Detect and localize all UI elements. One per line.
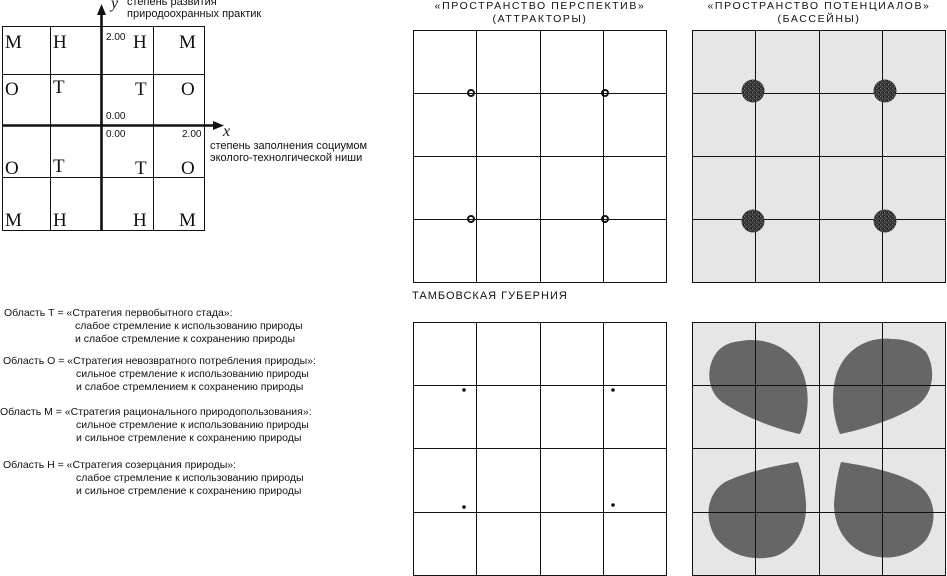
potentials-panel — [692, 30, 946, 283]
basin-blob — [874, 210, 897, 233]
cell-letter: Н — [133, 210, 147, 231]
cell-letter: М — [179, 210, 196, 231]
cell-letter: Т — [53, 156, 65, 177]
legend-entry-heading: Область Т = «Стратегия первобытного стада»: — [4, 307, 233, 319]
legend-entry-line: и слабое стремление к сохранению природы — [75, 333, 296, 345]
tick-x-max: 2.00 — [182, 129, 202, 140]
legend-entry-heading: Область Н = «Стратегия созерцания природы»: — [3, 459, 237, 471]
region-basins-panel — [692, 322, 946, 576]
cell-letter: Н — [53, 210, 67, 231]
cell-letter: О — [181, 158, 195, 179]
y-axis-caption-line: степень развития — [127, 0, 217, 8]
cell-letter: Т — [53, 77, 65, 98]
legend-entry-line: сильное стремление к использованию природы — [76, 419, 309, 431]
cell-letter: М — [179, 32, 196, 53]
cell-letter: О — [181, 79, 195, 100]
cell-letter: Т — [135, 79, 147, 100]
attractor-dot — [611, 388, 615, 392]
legend-entry-heading: Область О = «Стратегия невозвратного потребления природы»: — [3, 355, 316, 367]
tick-origin-lower: 0.00 — [106, 129, 126, 140]
cell-letter: О — [5, 158, 19, 179]
tick-origin-upper: 0.00 — [106, 111, 126, 122]
attractor-dot — [462, 505, 466, 509]
attractor-dot — [462, 388, 466, 392]
cell-letter: Н — [133, 32, 147, 53]
y-axis-symbol: y — [111, 0, 119, 12]
region-attractors-panel — [413, 322, 667, 576]
attractors-panel — [413, 30, 667, 283]
perspectives-title-line: (АТТРАКТОРЫ) — [492, 13, 588, 25]
x-axis-caption-line: степень заполнения социумом — [210, 140, 368, 152]
basin-blob — [742, 80, 765, 103]
basin-blob — [874, 80, 897, 103]
y-axis-caption-line: природоохранных практик — [127, 8, 262, 20]
legend-entry-line: сильное стремление к использованию природы — [76, 368, 309, 380]
tick-y-max: 2.00 — [106, 32, 126, 43]
cell-letter: М — [5, 210, 22, 231]
cell-letter: О — [5, 79, 19, 100]
x-axis-symbol: x — [223, 123, 231, 140]
legend-entry-line: слабое стремление к использованию природы — [75, 320, 303, 332]
x-axis-caption-line: эколого-технолгической ниши — [210, 152, 363, 164]
legend-entry-line: и сильное стремление к сохранению природы — [76, 432, 302, 444]
legend-entry-line: и слабое стремлением к сохранению природы — [76, 381, 304, 393]
potentials-title-line: «ПРОСТРАНСТВО ПОТЕНЦИАЛОВ» — [707, 0, 931, 12]
legend-entry-line: и сильное стремление к сохранению природы — [76, 485, 302, 497]
perspectives-title-line: «ПРОСТРАНСТВО ПЕРСПЕКТИВ» — [434, 0, 646, 12]
cell-letter: Т — [135, 158, 147, 179]
attractor-dot — [611, 503, 615, 507]
cell-letter: М — [5, 32, 22, 53]
legend-entry-line: слабое стремление к использованию природы — [76, 472, 304, 484]
basin-blob — [742, 210, 765, 233]
potentials-title-line: (БАССЕЙНЫ) — [777, 13, 861, 25]
cell-letter: Н — [53, 32, 67, 53]
region-label: ТАМБОВСКАЯ ГУБЕРНИЯ — [412, 290, 568, 302]
legend-entry-heading: Область М = «Стратегия рационального природопользования»: — [0, 406, 312, 418]
